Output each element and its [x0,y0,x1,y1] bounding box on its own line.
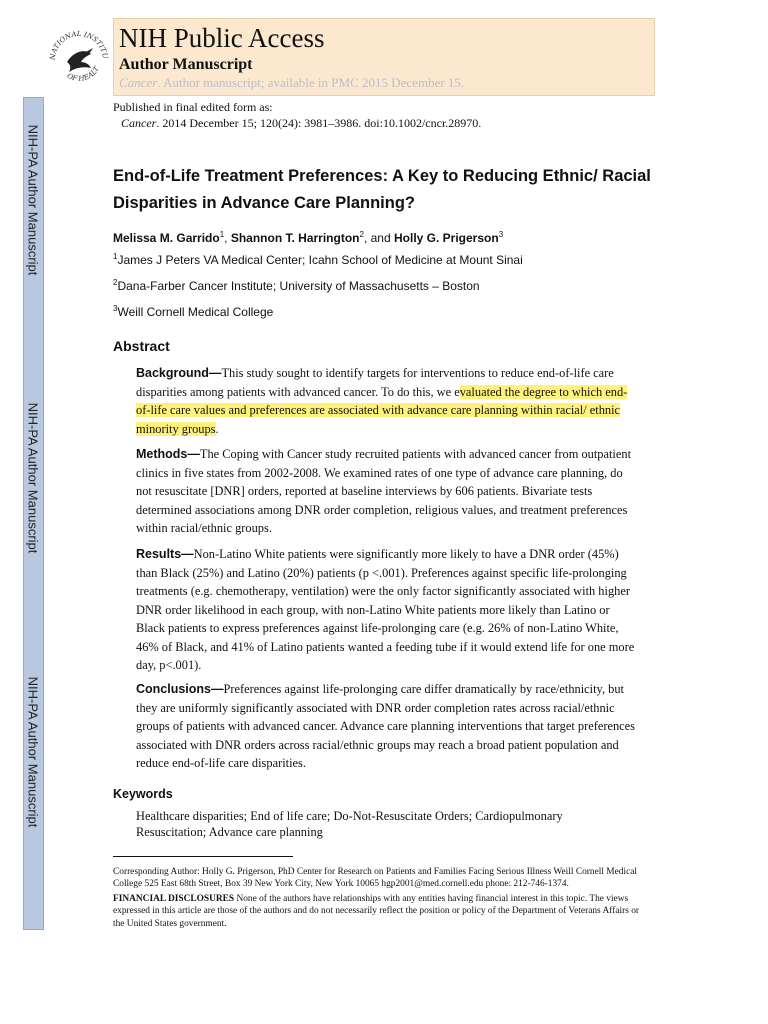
author-manuscript-label: Author Manuscript [119,56,253,73]
article-title: End-of-Life Treatment Preferences: A Key to Reducing Ethnic/ Racial Disparities in Advance Care Planning? [113,167,651,212]
logo-text-bottom: OF HEALT [65,65,101,84]
footnote-divider [113,856,293,857]
financial-disclosures-note: FINANCIAL DISCLOSURES None of the authors have relationships with any entities having financial interest in this topic. The views expressed in this article are those of the authors and do not necessarily reflect the position or policy of the Department of Veterans Affairs or the United States government. [113,894,640,929]
abstract-conclusions: Conclusions—Preferences against life-prolonging care differ dramatically by race/ethnicity, but they are uniformly significantly associated with DNR order completion rates across racial/ethnic groups of patients with advanced cancer. Advance care planning interventions that target preferences associated with DNR orders across racial/ethnic groups may reach a broad patient population and reduce end-of-life care disparities. [136,682,635,770]
published-form-note: Published in final edited form as: Cancer. 2014 December 15; 120(24): 3981–3986. doi:10.1002/cncr.28970. [113,100,482,130]
availability-note: Cancer. Author manuscript; available in PMC 2015 December 15. [119,75,465,90]
highlighted-text: valuated the degree to which end-of-life care values and preferences are associated with advance care planning within racial/ ethnic minority groups [136,384,628,436]
affiliation: $^2$Dana-Farber Cancer Institute; University of Massachusetts – Boston [113,278,480,293]
corresponding-author-note: Corresponding Author: Holly G. Prigerson, PhD Center for Research on Patients and Families Facing Serious Illness Weill Cornell Medical College 525 East 68th Street, Box 39 New York City, New York 10065 hgp2001@med.cornell.edu phone: 212-746-1374. [113,867,637,890]
keywords-heading: Keywords [113,787,173,801]
abstract-background: Background—This study sought to identify targets for interventions to reduce end-of-life care disparities among patients with advanced cancer. To do this, we evaluated the degree to which end-of-life care values and preferences are associated with advance care planning within racial/ ethnic minority groups. [136,366,628,436]
nih-logo [45,18,113,96]
affiliation: $^1$James J Peters VA Medical Center; Icahn School of Medicine at Mount Sinai [113,252,523,267]
abstract-methods: Methods—The Coping with Cancer study recruited patients with advanced cancer from outpatient clinics in five states from 2002-2008. We examined rates of one type of advance care planning, do not resuscitate [DNR] orders, reported at baseline interviews by 606 patients. Bivariate tests determined associations among DNR order completion, religious values, and treatment preferences within racial/ethnic groups. [136,447,632,535]
abstract-results: Results—Non-Latino White patients were significantly more likely to have a DNR order (45%) than Black (25%) and Latino (20%) patients (p <.001). Preferences against specific life-prolonging treatments (e.g. chemotherapy, ventilation) were the only factor significantly associated with higher DNR order likelihood in each group, with non-Latino White patients more likely than Latino or Black patients to express preferences against life-prolonging care (e.g. 26% of non-Latino White, 46% of Black, and 41% of Latino patients wanted a feeding tube if it would extend life for one more day, p<.001). [136,547,635,672]
logo-text-top: NATIONAL INSTITU [48,29,110,61]
affiliation: $^3$Weill Cornell Medical College [113,304,274,319]
nih-public-access-title: NIH Public Access [119,23,325,53]
abstract-heading: Abstract [113,338,170,354]
eagle-icon [67,48,93,72]
keywords-list: Healthcare disparities; End of life care; Do-Not-Resuscitate Orders; Cardiopulmonary Resuscitation; Advance care planning [136,809,563,839]
nih-header-banner [113,18,655,96]
author-list: Melissa M. Garrido$^1$, Shannon T. Harrington$^2$, and Holly G. Prigerson$^3$ [113,230,504,245]
